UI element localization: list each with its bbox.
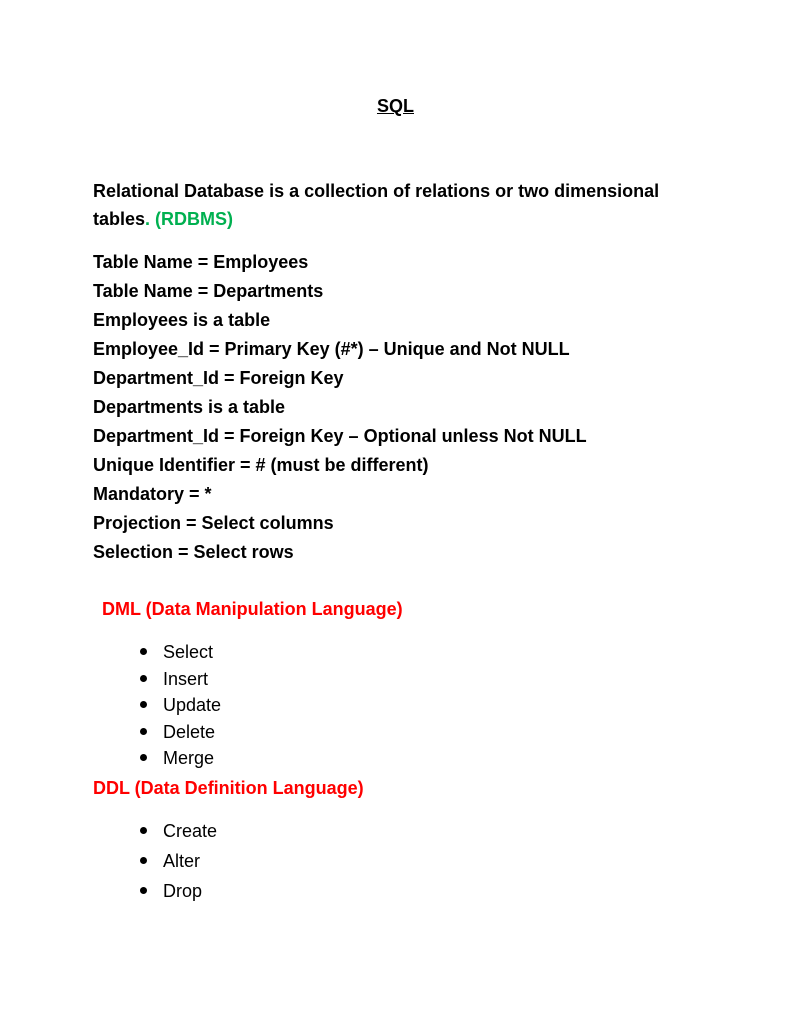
ddl-list [137, 816, 217, 906]
definition-line: Mandatory = * [93, 484, 212, 504]
definition-line: Department_Id = Foreign Key – Optional unless Not NULL [93, 426, 587, 446]
dml-list [137, 639, 221, 772]
list-item [137, 719, 221, 746]
bullet-icon [140, 648, 147, 655]
page-title: SQL [376, 96, 414, 116]
definition-line: Projection = Select columns [93, 513, 334, 533]
ddl-item-label: Alter [163, 851, 201, 871]
bullet-icon [140, 857, 147, 864]
dml-item-label: Select [163, 642, 214, 662]
dml-item-label: Delete [163, 721, 216, 742]
definition-line: Employees is a table [93, 310, 271, 330]
bullet-icon [140, 675, 147, 682]
bullet-icon [140, 827, 147, 834]
bullet-icon [140, 887, 147, 894]
dml-item-label: Update [163, 695, 222, 715]
definition-line: Department_Id = Foreign Key [93, 368, 344, 388]
dml-heading: DML (Data Manipulation Language) [102, 599, 403, 619]
ddl-heading: DDL (Data Definition Language) [93, 778, 364, 798]
bullet-icon [140, 754, 147, 761]
bullet-icon [140, 701, 147, 708]
intro-period: . [145, 209, 151, 229]
list-item [137, 876, 217, 906]
ddl-item-label: Create [163, 821, 218, 841]
list-item [137, 692, 221, 719]
definition-line: Selection = Select rows [93, 542, 294, 562]
rdbms-highlight: (RDBMS) [150, 209, 234, 229]
definition-line: Employee_Id = Primary Key (#*) – Unique and Not NULL [93, 339, 570, 359]
bullet-icon [140, 728, 147, 735]
dml-item-label: Merge [163, 748, 215, 768]
list-item [137, 846, 217, 876]
ddl-item-label: Drop [163, 881, 203, 901]
definition-line: Table Name = Employees [93, 252, 309, 272]
intro-paragraph [93, 177, 693, 233]
definitions-list [93, 248, 713, 567]
definition-line: Departments is a table [93, 397, 286, 417]
list-item [137, 745, 221, 772]
list-item [137, 666, 221, 693]
definition-line: Unique Identifier = # (must be different) [93, 455, 429, 475]
dml-item-label: Insert [163, 668, 209, 689]
intro-text: Relational Database is a collection of relations or two dimensional tables [93, 181, 660, 229]
list-item [137, 639, 221, 666]
list-item [137, 816, 217, 846]
definition-line: Table Name = Departments [93, 281, 324, 301]
